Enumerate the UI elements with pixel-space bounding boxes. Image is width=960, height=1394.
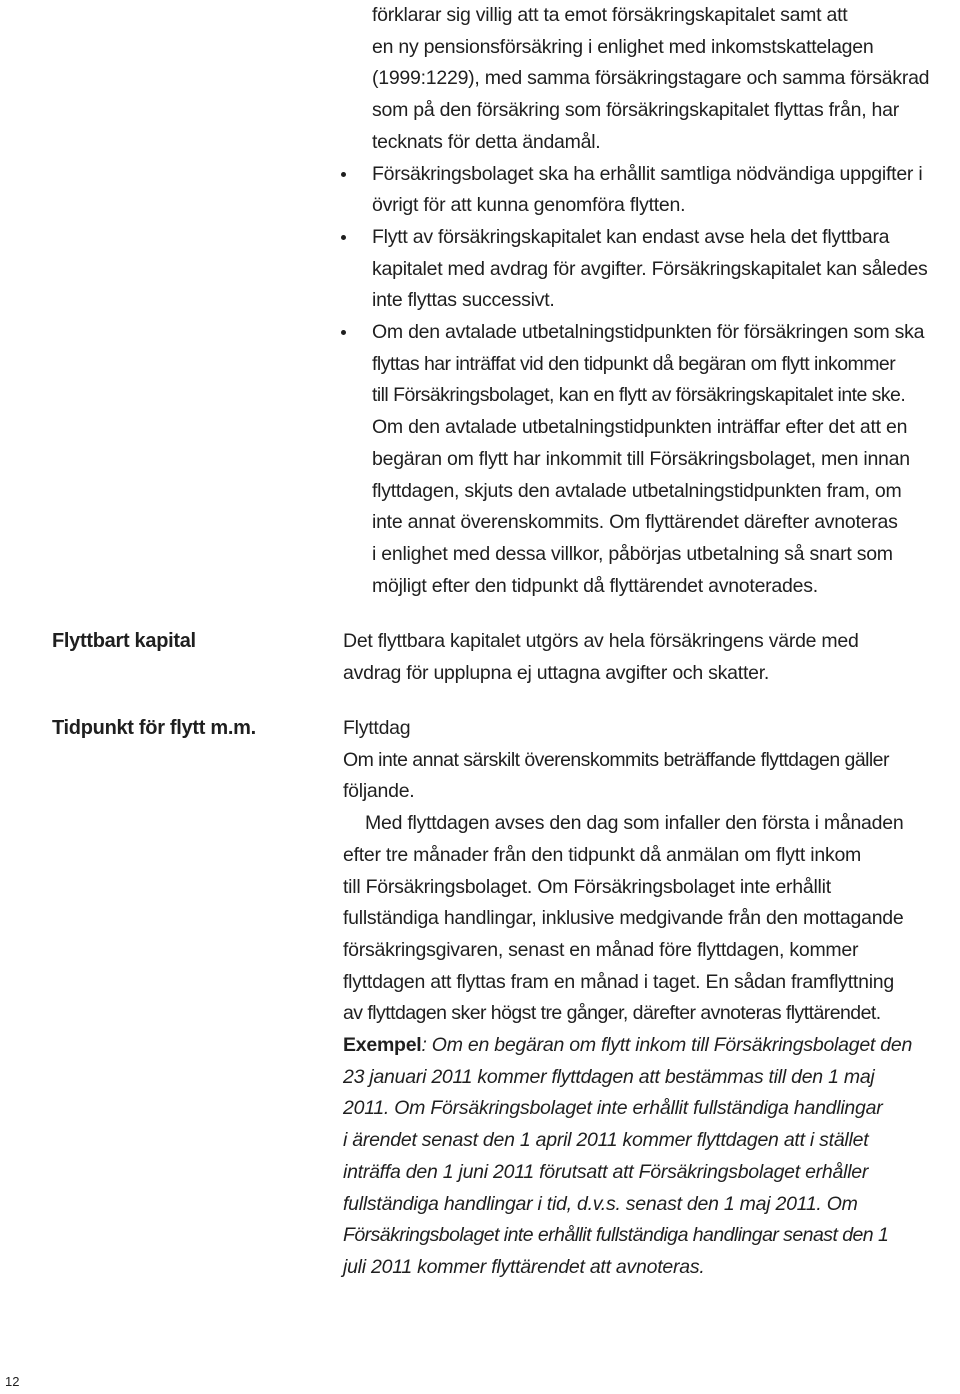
text-line: i enlighet med dessa villkor, påbörjas utbetalning så snart som (372, 542, 893, 565)
text-line: tecknats för detta ändamål. (372, 130, 601, 153)
text-line: inte flyttas successivt. (372, 289, 555, 312)
text-line: kapitalet med avdrag för avgifter. Försäkringskapitalet kan således (372, 257, 928, 280)
text-line: försäkringsgivaren, senast en månad före flyttdagen, kommer (343, 938, 859, 961)
top-paragraph (372, 0, 960, 602)
bullet-item (372, 159, 960, 222)
text-line: förklarar sig villig att ta emot försäkringskapitalet samt att (372, 4, 848, 26)
section-heading-flyttbart: Flyttbart kapital (52, 630, 196, 652)
text-line: Med flyttdagen avses den dag som infaller den första i månaden (365, 812, 904, 835)
bullet-dot-icon (341, 172, 346, 177)
text-line: möjligt efter den tidpunkt då flyttärendet avnoterades. (372, 574, 818, 597)
text-line: som på den försäkring som försäkringskapitalet flyttas från, har (372, 99, 899, 122)
text-line: till Försäkringsbolaget. Om Försäkringsbolaget inte erhållit (343, 875, 831, 898)
text-line: följande. (343, 780, 415, 803)
text-line: fullständiga handlingar, inklusive medgivande från den mottagande (343, 907, 904, 930)
flyttbart-paragraph (343, 626, 960, 689)
example-text: juli 2011 kommer flyttärendet att avnoteras. (343, 1255, 705, 1278)
text-line: (1999:1229), med samma försäkringstagare och samma försäkrad (372, 67, 930, 90)
text-line: efter tre månader från den tidpunkt då anmälan om flytt inkom (343, 843, 862, 866)
text-line: en ny pensionsförsäkring i enlighet med inkomstskattelagen (372, 35, 874, 58)
text-line: Flytt av försäkringskapitalet kan endast avse hela det flyttbara (372, 225, 890, 248)
section-heading-tidpunkt: Tidpunkt för flytt m.m. (52, 717, 256, 739)
tidpunkt-section (343, 713, 960, 1284)
text-line: flyttas har inträffat vid den tidpunkt då begäran om flytt inkommer (372, 352, 896, 375)
text-line: begäran om flytt har inkommit till Försäkringsbolaget, men innan (372, 447, 910, 470)
text-line: Det flyttbara kapitalet utgörs av hela försäkringens värde med (343, 630, 859, 652)
example-text: fullständiga handlingar i tid, d.v.s. senast den 1 maj 2011. Om (343, 1192, 858, 1215)
bullet-item (372, 317, 960, 602)
text-line: Om den avtalade utbetalningstidpunkten för försäkringen som ska (372, 321, 925, 344)
text-line: övrigt för att kunna genomföra flytten. (372, 194, 686, 217)
text-line: inte annat överenskommits. Om flyttärendet därefter avnoteras (372, 511, 898, 534)
example-text: : Om en begäran om flytt inkom till Försäkringsbolaget den (421, 1034, 913, 1057)
text-line: Försäkringsbolaget ska ha erhållit samtliga nödvändiga uppgifter i (372, 162, 923, 185)
example-text: 2011. Om Försäkringsbolaget inte erhållit fullständiga handlingar (343, 1097, 883, 1120)
example-label: Exempel (343, 1034, 422, 1057)
example-text: i ärendet senast den 1 april 2011 kommer flyttdagen att i stället (343, 1129, 869, 1152)
example-text: inträffa den 1 juni 2011 förutsatt att Försäkringsbolaget erhåller (343, 1160, 869, 1183)
bullet-dot-icon (341, 330, 346, 335)
text-line: avdrag för upplupna ej uttagna avgifter och skatter. (343, 661, 770, 684)
example-text: 23 januari 2011 kommer flyttdagen att bestämmas till den 1 maj (343, 1065, 875, 1088)
text-line: av flyttdagen sker högst tre gånger, därefter avnoteras flyttärendet. (343, 1002, 881, 1025)
text-line: Om inte annat särskilt överenskommits beträffande flyttdagen gäller (343, 748, 889, 771)
text-line: flyttdagen att flyttas fram en månad i taget. En sådan framflyttning (343, 970, 894, 993)
subheading-flyttdag: Flyttdag (343, 717, 411, 739)
text-line: Om den avtalade utbetalningstidpunkten inträffar efter det att en (372, 416, 908, 439)
text-line: till Försäkringsbolaget, kan en flytt av försäkringskapitalet inte ske. (372, 384, 906, 407)
bullet-dot-icon (341, 235, 346, 240)
text-line: flyttdagen, skjuts den avtalade utbetalningstidpunkten fram, om (372, 479, 902, 502)
example-line (343, 1030, 960, 1062)
bullet-item (372, 222, 960, 317)
page-number: 12 (5, 1374, 20, 1389)
example-text: Försäkringsbolaget inte erhållit fullständiga handlingar senast den 1 (343, 1224, 889, 1247)
